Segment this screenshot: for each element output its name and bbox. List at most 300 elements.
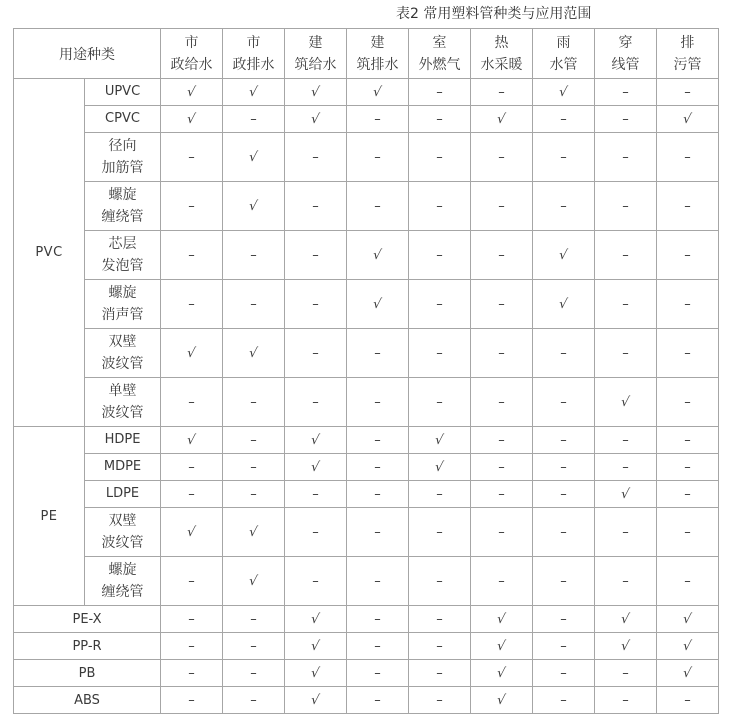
dash-mark: – bbox=[312, 149, 319, 165]
column-header-line: 政排水 bbox=[232, 56, 275, 73]
column-header-line: 市 bbox=[184, 34, 199, 51]
dash-mark: – bbox=[250, 394, 257, 410]
table-row bbox=[14, 660, 719, 687]
dash-mark: – bbox=[436, 611, 443, 627]
mark-cell bbox=[223, 481, 285, 508]
dash-mark: – bbox=[498, 345, 505, 361]
dash-mark: – bbox=[374, 638, 381, 654]
mark-cell bbox=[595, 557, 657, 606]
dash-mark: – bbox=[374, 524, 381, 540]
dash-mark: – bbox=[560, 432, 567, 448]
dash-mark: – bbox=[250, 247, 257, 263]
dash-mark: – bbox=[188, 638, 195, 654]
dash-mark: – bbox=[622, 665, 629, 681]
dash-mark: – bbox=[684, 247, 691, 263]
mark-cell bbox=[409, 79, 471, 106]
dash-mark: – bbox=[374, 486, 381, 502]
dash-mark: – bbox=[560, 524, 567, 540]
pipe-type-line: CPVC bbox=[105, 111, 140, 126]
mark-cell bbox=[161, 182, 223, 231]
mark-cell bbox=[285, 606, 347, 633]
group-label-cell: PVC bbox=[14, 79, 85, 427]
pipe-type-line: 径向 bbox=[108, 138, 137, 154]
dash-mark: – bbox=[684, 345, 691, 361]
mark-cell bbox=[409, 106, 471, 133]
pipe-type-cell bbox=[14, 606, 161, 633]
dash-mark: – bbox=[560, 692, 567, 708]
check-mark: √ bbox=[310, 611, 321, 627]
mark-cell bbox=[533, 79, 595, 106]
dash-mark: – bbox=[498, 459, 505, 475]
check-mark: √ bbox=[372, 247, 383, 263]
pipe-type-line: MDPE bbox=[103, 459, 142, 474]
mark-cell bbox=[161, 133, 223, 182]
mark-cell bbox=[409, 454, 471, 481]
dash-mark: – bbox=[312, 247, 319, 263]
check-mark: √ bbox=[558, 296, 569, 312]
check-mark: √ bbox=[310, 111, 321, 127]
table-row bbox=[14, 378, 719, 427]
mark-cell bbox=[595, 231, 657, 280]
column-header-cell bbox=[409, 29, 471, 79]
check-mark: √ bbox=[248, 345, 259, 361]
column-header-cell bbox=[347, 29, 409, 79]
mark-cell bbox=[409, 481, 471, 508]
mark-cell bbox=[409, 378, 471, 427]
table-row bbox=[14, 606, 719, 633]
mark-cell bbox=[533, 633, 595, 660]
dash-mark: – bbox=[188, 247, 195, 263]
column-header-cell bbox=[533, 29, 595, 79]
pipe-type-line: 芯层 bbox=[108, 236, 137, 252]
mark-cell bbox=[347, 231, 409, 280]
check-mark: √ bbox=[620, 638, 631, 654]
mark-cell bbox=[285, 687, 347, 714]
dash-mark: – bbox=[560, 486, 567, 502]
mark-cell bbox=[657, 454, 719, 481]
dash-mark: – bbox=[436, 296, 443, 312]
mark-cell bbox=[595, 660, 657, 687]
mark-cell bbox=[285, 231, 347, 280]
mark-cell bbox=[161, 660, 223, 687]
dash-mark: – bbox=[560, 111, 567, 127]
dash-mark: – bbox=[560, 149, 567, 165]
mark-cell bbox=[161, 79, 223, 106]
mark-cell bbox=[223, 660, 285, 687]
mark-cell bbox=[223, 687, 285, 714]
column-header-cell bbox=[471, 29, 533, 79]
corner-header-cell: 用途种类 bbox=[14, 29, 161, 79]
dash-mark: – bbox=[498, 198, 505, 214]
dash-mark: – bbox=[560, 459, 567, 475]
pipe-type-line: LDPE bbox=[105, 486, 140, 501]
dash-mark: – bbox=[374, 459, 381, 475]
column-header-cell bbox=[161, 29, 223, 79]
mark-cell bbox=[595, 508, 657, 557]
mark-cell bbox=[161, 231, 223, 280]
column-header-cell bbox=[285, 29, 347, 79]
dash-mark: – bbox=[374, 692, 381, 708]
mark-cell bbox=[657, 79, 719, 106]
check-mark: √ bbox=[372, 84, 383, 100]
mark-cell bbox=[657, 182, 719, 231]
check-mark: √ bbox=[434, 459, 445, 475]
pipe-type-line: PE-X bbox=[72, 611, 102, 627]
dash-mark: – bbox=[436, 638, 443, 654]
dash-mark: – bbox=[622, 573, 629, 589]
table-header bbox=[14, 29, 719, 79]
dash-mark: – bbox=[498, 524, 505, 540]
dash-mark: – bbox=[560, 573, 567, 589]
dash-mark: – bbox=[684, 394, 691, 410]
mark-cell bbox=[409, 557, 471, 606]
mark-cell bbox=[347, 454, 409, 481]
pipe-type-cell bbox=[85, 454, 161, 481]
mark-cell bbox=[285, 557, 347, 606]
dash-mark: – bbox=[250, 296, 257, 312]
mark-cell bbox=[471, 182, 533, 231]
mark-cell bbox=[471, 133, 533, 182]
check-mark: √ bbox=[682, 638, 693, 654]
mark-cell bbox=[223, 182, 285, 231]
pipe-type-cell bbox=[85, 427, 161, 454]
check-mark: √ bbox=[620, 486, 631, 502]
table-row bbox=[14, 508, 719, 557]
dash-mark: – bbox=[250, 459, 257, 475]
mark-cell bbox=[347, 687, 409, 714]
table-title: 表2 常用塑料管种类与应用范围 bbox=[396, 6, 592, 22]
mark-cell bbox=[223, 106, 285, 133]
dash-mark: – bbox=[684, 198, 691, 214]
check-mark: √ bbox=[682, 611, 693, 627]
column-header-line: 水管 bbox=[549, 56, 578, 73]
pipe-type-cell bbox=[85, 79, 161, 106]
mark-cell bbox=[347, 481, 409, 508]
dash-mark: – bbox=[436, 149, 443, 165]
mark-cell bbox=[285, 79, 347, 106]
mark-cell bbox=[161, 481, 223, 508]
pipe-type-line: PB bbox=[78, 665, 96, 681]
mark-cell bbox=[223, 79, 285, 106]
table-body bbox=[14, 79, 719, 714]
mark-cell bbox=[657, 557, 719, 606]
mark-cell bbox=[657, 329, 719, 378]
mark-cell bbox=[471, 329, 533, 378]
mark-cell bbox=[161, 508, 223, 557]
pipe-type-line: PP-R bbox=[72, 638, 102, 654]
mark-cell bbox=[223, 427, 285, 454]
dash-mark: – bbox=[188, 486, 195, 502]
check-mark: √ bbox=[186, 111, 197, 127]
mark-cell bbox=[471, 231, 533, 280]
dash-mark: – bbox=[684, 84, 691, 100]
check-mark: √ bbox=[496, 692, 507, 708]
pipe-application-table bbox=[13, 28, 719, 714]
dash-mark: – bbox=[312, 296, 319, 312]
dash-mark: – bbox=[498, 486, 505, 502]
column-header-line: 筑给水 bbox=[294, 56, 337, 73]
mark-cell bbox=[161, 454, 223, 481]
dash-mark: – bbox=[498, 84, 505, 100]
column-header-line: 室 bbox=[432, 34, 447, 51]
mark-cell bbox=[657, 378, 719, 427]
table-row bbox=[14, 633, 719, 660]
mark-cell bbox=[595, 606, 657, 633]
mark-cell bbox=[595, 633, 657, 660]
pipe-type-cell bbox=[14, 687, 161, 714]
dash-mark: – bbox=[684, 524, 691, 540]
table-row bbox=[14, 182, 719, 231]
mark-cell bbox=[533, 329, 595, 378]
dash-mark: – bbox=[498, 573, 505, 589]
mark-cell bbox=[657, 280, 719, 329]
mark-cell bbox=[471, 454, 533, 481]
dash-mark: – bbox=[436, 198, 443, 214]
mark-cell bbox=[285, 660, 347, 687]
check-mark: √ bbox=[372, 296, 383, 312]
dash-mark: – bbox=[312, 345, 319, 361]
check-mark: √ bbox=[248, 198, 259, 214]
dash-mark: – bbox=[622, 524, 629, 540]
mark-cell bbox=[657, 106, 719, 133]
mark-cell bbox=[285, 633, 347, 660]
dash-mark: – bbox=[188, 296, 195, 312]
table-row bbox=[14, 231, 719, 280]
dash-mark: – bbox=[188, 692, 195, 708]
table-row bbox=[14, 329, 719, 378]
mark-cell bbox=[533, 481, 595, 508]
pipe-type-line: 波纹管 bbox=[101, 405, 144, 421]
pipe-type-line: ABS bbox=[74, 692, 100, 708]
dash-mark: – bbox=[188, 198, 195, 214]
mark-cell bbox=[161, 633, 223, 660]
check-mark: √ bbox=[310, 432, 321, 448]
mark-cell bbox=[595, 427, 657, 454]
mark-cell bbox=[223, 606, 285, 633]
mark-cell bbox=[595, 481, 657, 508]
mark-cell bbox=[471, 481, 533, 508]
mark-cell bbox=[285, 427, 347, 454]
dash-mark: – bbox=[374, 198, 381, 214]
column-header-line: 污管 bbox=[673, 56, 702, 73]
check-mark: √ bbox=[310, 459, 321, 475]
mark-cell bbox=[347, 508, 409, 557]
mark-cell bbox=[347, 106, 409, 133]
mark-cell bbox=[533, 508, 595, 557]
mark-cell bbox=[471, 660, 533, 687]
pipe-type-cell bbox=[85, 106, 161, 133]
column-header-line: 政给水 bbox=[170, 56, 213, 73]
table-row bbox=[14, 280, 719, 329]
check-mark: √ bbox=[434, 432, 445, 448]
pipe-type-line: 波纹管 bbox=[101, 535, 144, 551]
mark-cell bbox=[533, 106, 595, 133]
mark-cell bbox=[409, 606, 471, 633]
pipe-type-line: 消声管 bbox=[101, 307, 144, 323]
mark-cell bbox=[161, 378, 223, 427]
mark-cell bbox=[285, 280, 347, 329]
dash-mark: – bbox=[250, 111, 257, 127]
dash-mark: – bbox=[374, 111, 381, 127]
pipe-type-cell bbox=[85, 329, 161, 378]
mark-cell bbox=[533, 557, 595, 606]
check-mark: √ bbox=[682, 111, 693, 127]
dash-mark: – bbox=[250, 665, 257, 681]
mark-cell bbox=[347, 79, 409, 106]
mark-cell bbox=[161, 280, 223, 329]
mark-cell bbox=[223, 133, 285, 182]
mark-cell bbox=[409, 329, 471, 378]
pipe-type-line: 缠绕管 bbox=[101, 584, 144, 600]
pipe-type-line: 加筋管 bbox=[101, 160, 144, 176]
dash-mark: – bbox=[560, 665, 567, 681]
mark-cell bbox=[657, 687, 719, 714]
mark-cell bbox=[347, 633, 409, 660]
pipe-type-line: 螺旋 bbox=[108, 562, 137, 578]
pipe-type-line: 缠绕管 bbox=[101, 209, 144, 225]
check-mark: √ bbox=[682, 665, 693, 681]
mark-cell bbox=[533, 606, 595, 633]
dash-mark: – bbox=[622, 432, 629, 448]
check-mark: √ bbox=[248, 84, 259, 100]
dash-mark: – bbox=[498, 296, 505, 312]
mark-cell bbox=[471, 106, 533, 133]
dash-mark: – bbox=[250, 432, 257, 448]
mark-cell bbox=[595, 454, 657, 481]
mark-cell bbox=[533, 133, 595, 182]
pipe-type-cell bbox=[85, 481, 161, 508]
mark-cell bbox=[471, 557, 533, 606]
mark-cell bbox=[161, 687, 223, 714]
column-header-cell bbox=[223, 29, 285, 79]
dash-mark: – bbox=[560, 611, 567, 627]
column-header-line: 建 bbox=[308, 34, 323, 51]
mark-cell bbox=[533, 427, 595, 454]
dash-mark: – bbox=[374, 573, 381, 589]
mark-cell bbox=[533, 182, 595, 231]
header-row bbox=[14, 29, 719, 79]
mark-cell bbox=[223, 378, 285, 427]
dash-mark: – bbox=[250, 692, 257, 708]
mark-cell bbox=[533, 660, 595, 687]
dash-mark: – bbox=[188, 459, 195, 475]
dash-mark: – bbox=[560, 198, 567, 214]
check-mark: √ bbox=[310, 638, 321, 654]
mark-cell bbox=[471, 508, 533, 557]
dash-mark: – bbox=[250, 486, 257, 502]
mark-cell bbox=[223, 557, 285, 606]
mark-cell bbox=[657, 660, 719, 687]
table-row bbox=[14, 79, 719, 106]
mark-cell bbox=[161, 329, 223, 378]
mark-cell bbox=[471, 633, 533, 660]
mark-cell bbox=[347, 557, 409, 606]
dash-mark: – bbox=[622, 296, 629, 312]
pipe-type-line: UPVC bbox=[104, 84, 141, 99]
check-mark: √ bbox=[496, 611, 507, 627]
mark-cell bbox=[161, 427, 223, 454]
mark-cell bbox=[657, 231, 719, 280]
mark-cell bbox=[347, 606, 409, 633]
pipe-type-cell bbox=[85, 133, 161, 182]
pipe-type-line: 波纹管 bbox=[101, 356, 144, 372]
mark-cell bbox=[223, 633, 285, 660]
dash-mark: – bbox=[436, 486, 443, 502]
mark-cell bbox=[409, 280, 471, 329]
dash-mark: – bbox=[312, 573, 319, 589]
table-row bbox=[14, 454, 719, 481]
mark-cell bbox=[223, 508, 285, 557]
mark-cell bbox=[471, 687, 533, 714]
mark-cell bbox=[471, 606, 533, 633]
mark-cell bbox=[595, 106, 657, 133]
check-mark: √ bbox=[186, 524, 197, 540]
dash-mark: – bbox=[374, 665, 381, 681]
column-header-line: 雨 bbox=[556, 34, 571, 51]
dash-mark: – bbox=[312, 486, 319, 502]
table-row bbox=[14, 687, 719, 714]
dash-mark: – bbox=[374, 432, 381, 448]
column-header-line: 筑排水 bbox=[356, 56, 399, 73]
mark-cell bbox=[347, 280, 409, 329]
dash-mark: – bbox=[374, 611, 381, 627]
mark-cell bbox=[533, 687, 595, 714]
pipe-type-line: 单壁 bbox=[108, 383, 137, 399]
check-mark: √ bbox=[248, 149, 259, 165]
mark-cell bbox=[347, 427, 409, 454]
dash-mark: – bbox=[374, 394, 381, 410]
mark-cell bbox=[347, 329, 409, 378]
mark-cell bbox=[533, 280, 595, 329]
dash-mark: – bbox=[188, 665, 195, 681]
check-mark: √ bbox=[558, 247, 569, 263]
check-mark: √ bbox=[310, 692, 321, 708]
dash-mark: – bbox=[312, 394, 319, 410]
pipe-type-line: 发泡管 bbox=[101, 258, 144, 274]
dash-mark: – bbox=[436, 247, 443, 263]
column-header-line: 热 bbox=[494, 34, 509, 51]
dash-mark: – bbox=[560, 345, 567, 361]
pipe-type-cell bbox=[14, 633, 161, 660]
mark-cell bbox=[657, 606, 719, 633]
pipe-type-cell bbox=[85, 182, 161, 231]
column-header-cell bbox=[657, 29, 719, 79]
pipe-type-cell bbox=[85, 378, 161, 427]
dash-mark: – bbox=[498, 394, 505, 410]
mark-cell bbox=[657, 427, 719, 454]
pipe-type-cell bbox=[85, 557, 161, 606]
mark-cell bbox=[595, 280, 657, 329]
mark-cell bbox=[533, 454, 595, 481]
dash-mark: – bbox=[622, 247, 629, 263]
dash-mark: – bbox=[436, 665, 443, 681]
dash-mark: – bbox=[560, 638, 567, 654]
mark-cell bbox=[285, 378, 347, 427]
column-header-line: 排 bbox=[680, 34, 695, 51]
dash-mark: – bbox=[684, 573, 691, 589]
dash-mark: – bbox=[250, 611, 257, 627]
dash-mark: – bbox=[684, 692, 691, 708]
mark-cell bbox=[471, 378, 533, 427]
check-mark: √ bbox=[310, 665, 321, 681]
dash-mark: – bbox=[436, 84, 443, 100]
mark-cell bbox=[657, 133, 719, 182]
pipe-type-line: 螺旋 bbox=[108, 187, 137, 203]
dash-mark: – bbox=[622, 459, 629, 475]
pipe-type-line: HDPE bbox=[104, 432, 141, 447]
mark-cell bbox=[223, 329, 285, 378]
mark-cell bbox=[409, 133, 471, 182]
